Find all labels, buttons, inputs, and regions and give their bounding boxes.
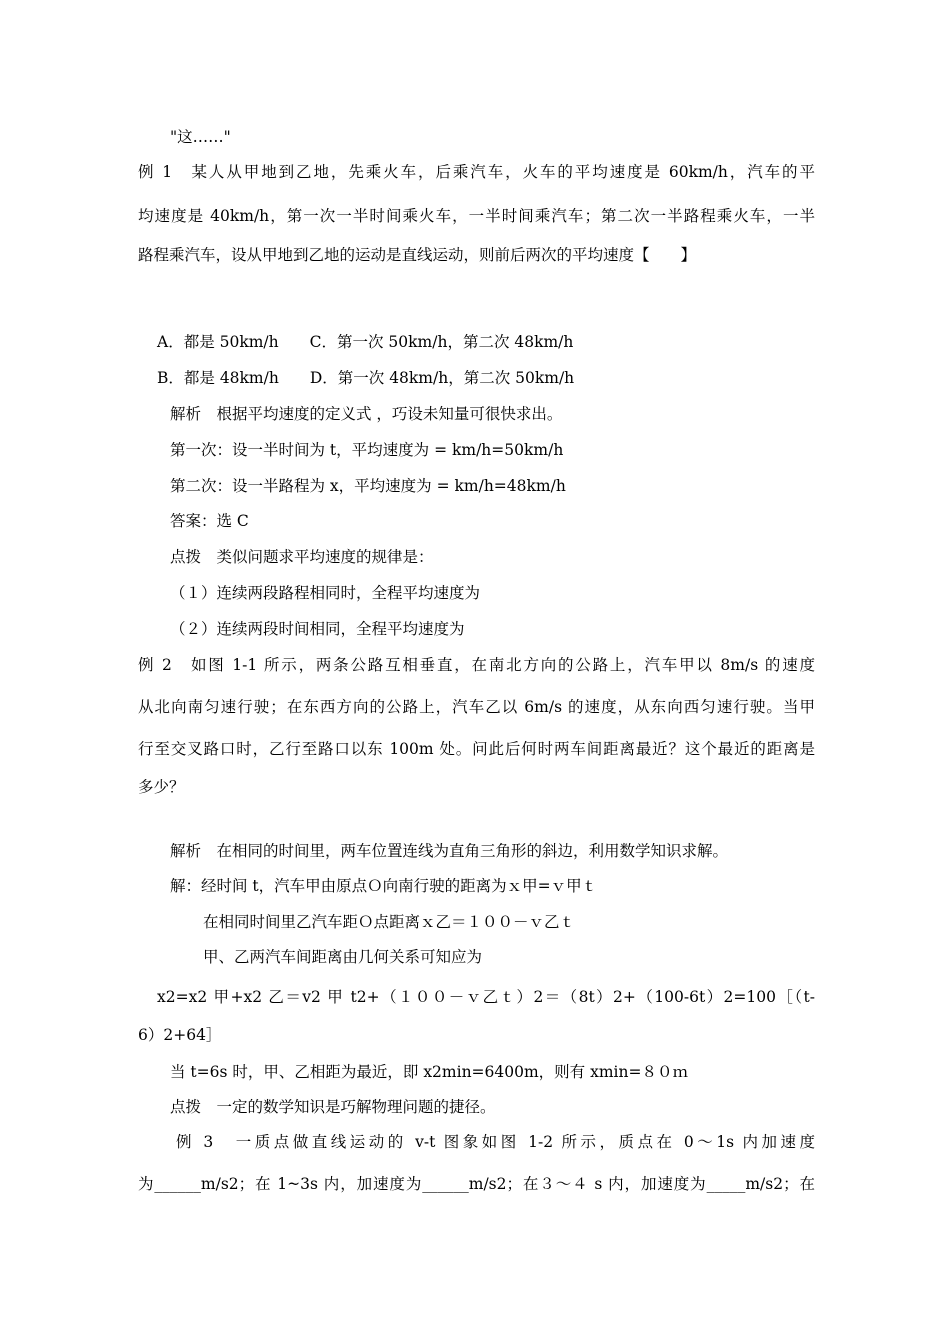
first-trip: 第一次：设一半时间为 t，平均速度为 = km/h=50km/h [170, 441, 564, 459]
example-3-line-2: 为______m/s2；在 1~3s 内，加速度为______m/s2；在３～４ s 内，加速度为_____m/s2；在 [138, 1175, 815, 1193]
example-2-line-2: 从北向南匀速行驶；在东西方向的公路上，汽车乙以 6m/s 的速度，从东向西匀速行驶。当甲 [138, 698, 815, 716]
option-b-d: B．都是 48km/h D．第一次 48km/h，第二次 50km/h [157, 369, 575, 387]
second-trip: 第二次：设一半路程为 x，平均速度为 = km/h=48km/h [170, 477, 566, 495]
solution-line-2: 在相同时间里乙汽车距Ｏ点距离ｘ乙＝１００－ｖ乙ｔ [203, 913, 576, 931]
example-2-line-4: 多少？ [138, 778, 185, 796]
rule-2: （２）连续两段时间相同，全程平均速度为 [170, 620, 465, 638]
option-a-c: A．都是 50km/h C．第一次 50km/h，第二次 48km/h [157, 333, 574, 351]
result-line: 当 t=6s 时，甲、乙相距为最近，即 x2min=6400m，则有 xmin=８０ｍ [170, 1063, 688, 1081]
example-3-line-1: 例 3 一质点做直线运动的 v-t 图象如图 1-2 所示，质点在 0～1s 内加速度 [176, 1133, 815, 1151]
solution-line-1: 解：经时间 t，汽车甲由原点Ｏ向南行驶的距离为ｘ甲=ｖ甲ｔ [170, 877, 598, 895]
rule-1: （１）连续两段路程相同时，全程平均速度为 [170, 584, 481, 602]
solution-line-3: 甲、乙两汽车间距离由几何关系可知应为 [203, 948, 483, 966]
example-1-line-2: 均速度是 40km/h，第一次一半时间乘火车，一半时间乘汽车；第二次一半路程乘火车，一半 [138, 207, 815, 225]
formula-line-2: 6）2+64］ [138, 1026, 222, 1044]
example-2-line-1: 例 2 如图 1-1 所示，两条公路互相垂直，在南北方向的公路上，汽车甲以 8m/s 的速度 [138, 656, 815, 674]
example-1-line-3: 路程乘汽车，设从甲地到乙地的运动是直线运动，则前后两次的平均速度【 】 [138, 246, 697, 264]
formula-line-1: x2=x2 甲+x2 乙＝v2 甲 t2+（１００－ｖ乙ｔ）2＝（8t）2+（100-6t）2=100［（t- [157, 988, 815, 1006]
tip-1: 点拨 类似问题求平均速度的规律是： [170, 548, 434, 566]
analysis-2: 解析 在相同的时间里，两车位置连线为直角三角形的斜边，利用数学知识求解。 [170, 842, 729, 860]
example-2-line-3: 行至交叉路口时，乙行至路口以东 100m 处。问此后何时两车间距离最近？这个最近的距离是 [138, 740, 815, 758]
example-1-line-1: 例 1 某人从甲地到乙地，先乘火车，后乘汽车，火车的平均速度是 60km/h，汽车的平 [138, 163, 815, 181]
analysis-1: 解析 根据平均速度的定义式 ，巧设未知量可很快求出。 [170, 405, 563, 423]
answer-1: 答案：选 C [170, 512, 249, 530]
tip-2: 点拨 一定的数学知识是巧解物理问题的捷径。 [170, 1098, 496, 1116]
text-line-1: "这……" [170, 128, 231, 146]
